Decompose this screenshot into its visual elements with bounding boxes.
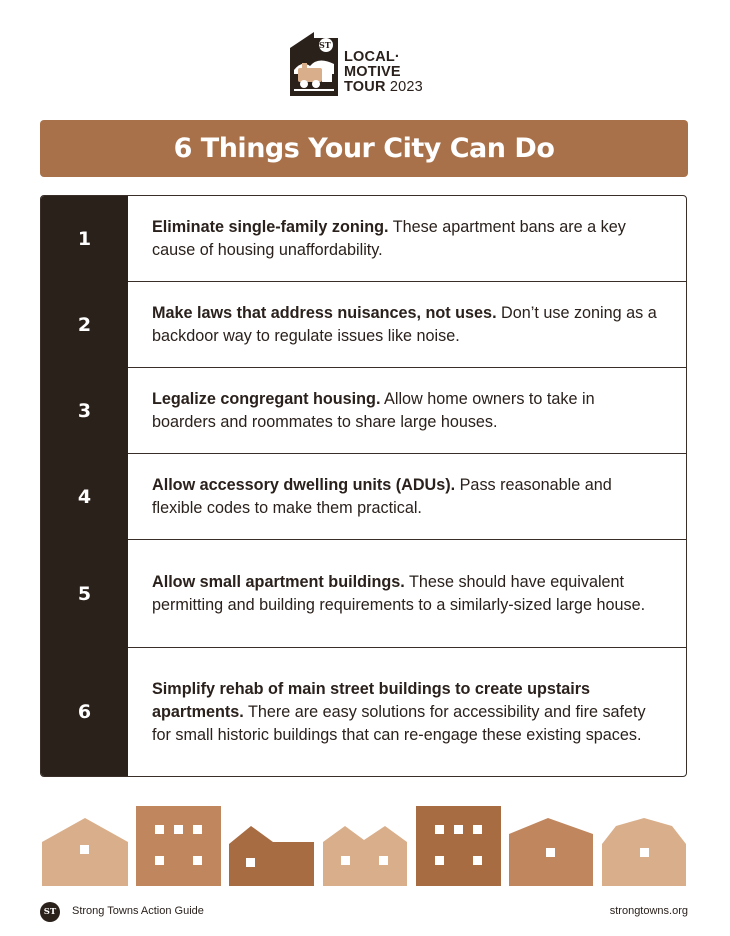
item-headline: Allow accessory dwelling units (ADUs).: [152, 475, 456, 494]
strong-towns-logo-icon: [40, 902, 60, 922]
item-number: 3: [41, 368, 128, 454]
item-text: [128, 648, 687, 776]
item-number: 1: [41, 196, 128, 282]
item-headline: Eliminate single-family zoning.: [152, 217, 389, 236]
action-list: [40, 195, 687, 777]
item-text: [128, 282, 687, 368]
item-description: There are easy solutions for accessibility and fire safety for small historic buildings that can re-engage these existing spaces.: [152, 702, 646, 744]
item-text: [128, 196, 687, 282]
item-number: 2: [41, 282, 128, 368]
badge-mark: ST: [319, 40, 331, 50]
footer: [40, 902, 690, 924]
list-item: [41, 454, 687, 540]
list-item: [41, 282, 687, 368]
item-description: Don’t use zoning as a backdoor way to regulate issues like noise.: [152, 303, 657, 345]
train-badge-icon: [288, 30, 340, 98]
item-number: 6: [41, 648, 128, 776]
tour-logo: [288, 30, 448, 100]
logo-line2: MOTIVE: [344, 64, 401, 80]
item-headline: Make laws that address nuisances, not uses.: [152, 303, 497, 322]
tour-name: [344, 50, 423, 95]
house-with-extension-icon: [229, 826, 314, 886]
title-banner: [40, 120, 688, 177]
footer-logo-mark: ST: [43, 907, 57, 917]
item-description: These apartment bans are a key cause of housing unaffordability.: [152, 217, 626, 259]
item-description: Allow home owners to take in boarders and roommates to share large houses.: [152, 389, 595, 431]
logo-year: 2023: [389, 79, 423, 95]
item-text: [128, 540, 687, 648]
houses-illustration: [40, 804, 690, 888]
footer-guide-label: Strong Towns Action Guide: [72, 905, 204, 917]
twin-gable-house-icon: [323, 826, 407, 886]
item-number: 5: [41, 540, 128, 648]
item-description: Pass reasonable and flexible codes to make them practical.: [152, 475, 612, 517]
logo-line1: LOCAL·: [344, 49, 400, 65]
house-gable-icon: [42, 818, 128, 886]
item-text: [128, 454, 687, 540]
item-headline: Simplify rehab of main street buildings to create upstairs apartments.: [152, 679, 591, 721]
apartment-building-icon: [136, 806, 221, 886]
logo-line3: TOUR: [344, 79, 386, 95]
list-item: [41, 540, 687, 648]
page-title: 6 Things Your City Can Do: [173, 133, 555, 164]
list-item: [41, 648, 687, 776]
list-item: [41, 368, 687, 454]
item-headline: Allow small apartment buildings.: [152, 572, 405, 591]
footer-website-link[interactable]: strongtowns.org: [609, 905, 688, 917]
barn-house-icon: [602, 818, 686, 886]
apartment-building-icon: [416, 806, 501, 886]
item-text: [128, 368, 687, 454]
list-item: [41, 196, 687, 282]
item-number: 4: [41, 454, 128, 540]
item-description: These should have equivalent permitting and building requirements to a similarly-sized large house.: [152, 572, 646, 614]
item-headline: Legalize congregant housing.: [152, 389, 381, 408]
house-gable-icon: [509, 818, 593, 886]
